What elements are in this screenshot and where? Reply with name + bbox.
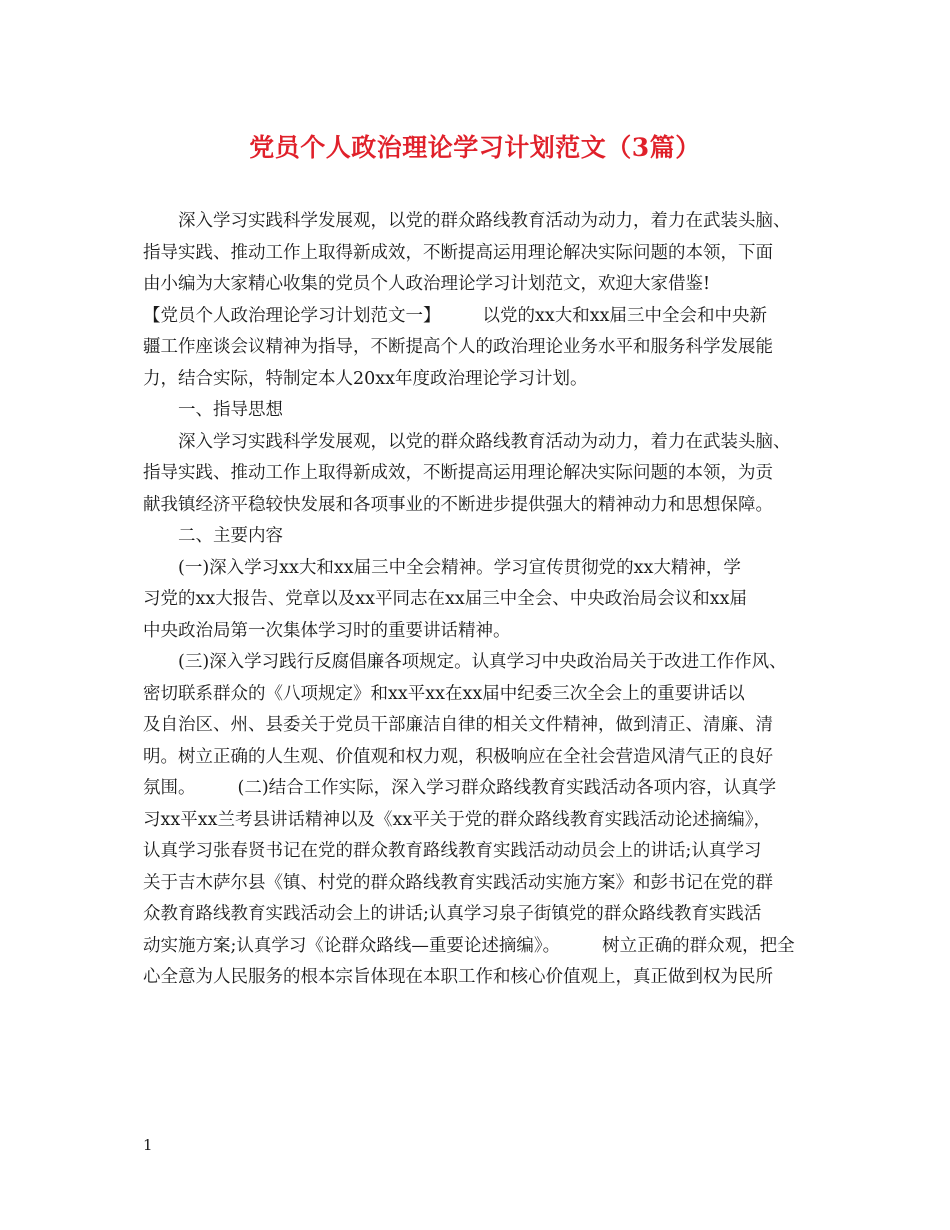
text-line-segment: 及自治区、州、县委关于党员干部廉洁自律的相关文件精神，做到清正、清廉、清: [143, 715, 773, 735]
text-line-segment: 指导实践、推动工作上取得新成效，不断提高运用理论解决实际问题的本领，下面: [143, 242, 773, 263]
text-line-segment: 以党的xx大和xx届三中全会和中央新: [482, 305, 767, 326]
text-line-segment: 习党的xx大报告、党章以及xx平同志在xx届三中全会、中央政治局会议和xx届: [143, 589, 747, 609]
text-line-segment: 动实施方案;认真学习《论群众路线—重要论述摘编》。: [143, 935, 561, 956]
text-line: [143, 710, 813, 742]
text-line-segment: 力，结合实际，特制定本人20xx年度政治理论学习计划。: [143, 368, 588, 389]
text-line: [143, 427, 813, 459]
text-line: [143, 931, 813, 963]
text-line: [143, 490, 813, 522]
text-line-segment: 深入学习实践科学发展观，以党的群众路线教育活动为动力，着力在武装头脑、: [178, 211, 791, 231]
text-line-segment: (二)结合工作实际，深入学习群众路线教育实践活动各项内容，认真学: [237, 778, 777, 798]
text-line: [143, 805, 813, 837]
text-line: [143, 364, 813, 396]
document-body: [143, 206, 813, 994]
text-line-segment: 树立正确的群众观，把全: [602, 935, 795, 956]
text-line: [143, 395, 813, 427]
text-line-segment: 疆工作座谈会议精神为指导，不断提高个人的政治理论业务水平和服务科学发展能: [143, 337, 773, 357]
text-line: [143, 584, 813, 616]
text-line: [143, 332, 813, 364]
text-line-segment: 心全意为人民服务的根本宗旨体现在本职工作和核心价值观上，真正做到权为民所: [143, 967, 773, 987]
page-number: 1: [143, 1136, 153, 1154]
text-line-segment: 关于吉木萨尔县《镇、村党的群众路线教育实践活动实施方案》和彭书记在党的群: [143, 872, 773, 893]
text-line-segment: 由小编为大家精心收集的党员个人政治理论学习计划范文，欢迎大家借鉴!: [143, 274, 711, 294]
text-line: [143, 647, 813, 679]
text-line: [143, 301, 813, 333]
text-line: [143, 868, 813, 900]
text-line-segment: (三)深入学习践行反腐倡廉各项规定。认真学习中央政治局关于改进工作作风、: [178, 652, 787, 672]
text-line: [143, 773, 813, 805]
text-line-segment: 习xx平xx兰考县讲话精神以及《xx平关于党的群众路线教育实践活动论述摘编》，: [143, 809, 771, 830]
text-line: [143, 206, 813, 238]
text-line: [143, 269, 813, 301]
text-line-segment: 献我镇经济平稳较快发展和各项事业的不断进步提供强大的精神动力和思想保障。: [143, 494, 773, 515]
text-line: [143, 962, 813, 994]
text-line: [143, 616, 813, 648]
text-line: [143, 458, 813, 490]
text-line-segment: (一)深入学习xx大和xx届三中全会精神。学习宣传贯彻党的xx大精神，学: [178, 557, 741, 578]
text-line: [143, 553, 813, 585]
text-line-segment: 指导实践、推动工作上取得新成效，不断提高运用理论解决实际问题的本领，为贡: [143, 463, 773, 483]
text-line: [143, 742, 813, 774]
text-line-segment: 氛围。: [143, 778, 196, 798]
text-line: [143, 679, 813, 711]
document-title: 党员个人政治理论学习计划范文（3篇）: [249, 133, 701, 162]
text-line: [143, 899, 813, 931]
text-line-segment: 深入学习实践科学发展观，以党的群众路线教育活动为动力，着力在武装头脑、: [178, 431, 791, 452]
text-line-segment: 一、指导思想: [178, 400, 283, 420]
text-line: [143, 238, 813, 270]
text-line-segment: 【党员个人政治理论学习计划范文一】: [143, 305, 441, 326]
text-line-segment: 密切联系群众的《八项规定》和xx平xx在xx届中纪委三次全会上的重要讲话以: [143, 683, 745, 704]
text-line: [143, 521, 813, 553]
text-line-segment: 认真学习张春贤书记在党的群众教育路线教育实践活动动员会上的讲话;认真学习: [143, 841, 762, 861]
text-line-segment: 众教育路线教育实践活动会上的讲话;认真学习泉子街镇党的群众路线教育实践活: [143, 904, 762, 924]
text-line-segment: 明。树立正确的人生观、价值观和权力观，积极响应在全社会营造风清气正的良好: [143, 746, 773, 767]
text-line-segment: 中央政治局第一次集体学习时的重要讲话精神。: [143, 620, 511, 641]
text-line: [143, 836, 813, 868]
text-line-segment: 二、主要内容: [178, 526, 283, 546]
